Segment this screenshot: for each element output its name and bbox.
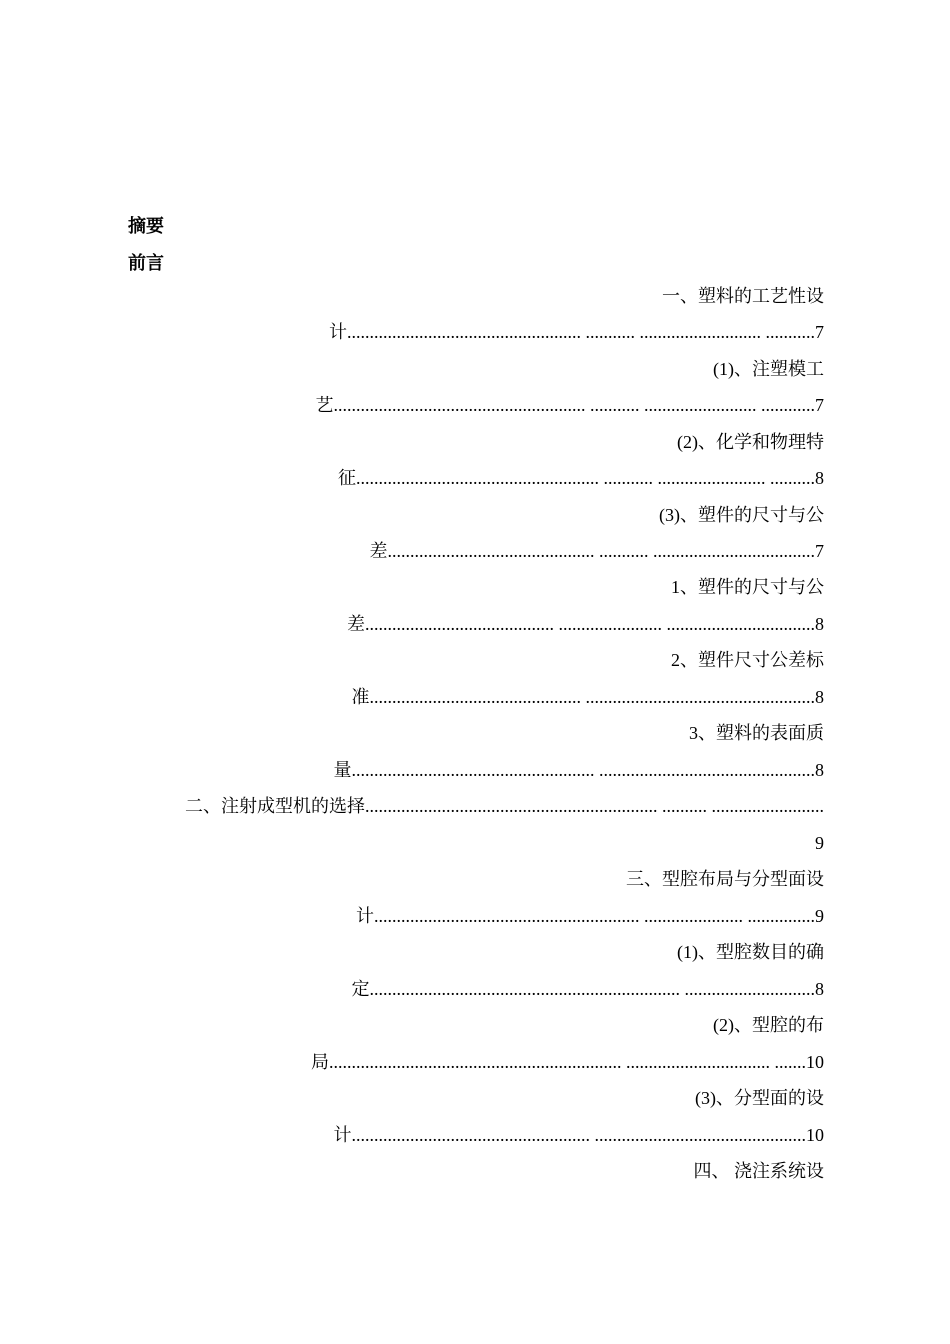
toc-entry-leader: 定..................................................................... .............................8	[351, 979, 824, 999]
toc-entry-leader: 计.................................................... ........... ........................... ...........7	[329, 322, 824, 342]
toc-entry-title: (2)、型腔的布	[713, 1015, 824, 1035]
toc-entry-title: 一、塑料的工艺性设	[662, 286, 824, 306]
toc-entry-title: 二、注射成型机的选择................................................................. .......... .........................	[185, 796, 824, 816]
toc-entry-title: (3)、分型面的设	[695, 1088, 824, 1108]
toc-entry-title: (1)、注塑模工	[713, 359, 824, 379]
toc-entry-leader: 计........................................................... ...................... ...............9	[356, 906, 824, 926]
toc-entry-leader: 计..................................................... ...............................................10	[333, 1125, 824, 1145]
toc-entry-title: 2、塑件尺寸公差标	[671, 650, 824, 670]
toc-entry-title: (2)、化学和物理特	[677, 432, 824, 452]
toc-entry-title: (1)、型腔数目的确	[677, 942, 824, 962]
toc-entry-leader: 差.............................................. ........... ....................................7	[369, 541, 824, 561]
toc-entry-title: 四、 浇注系统设	[693, 1161, 824, 1181]
toc-entry-page: 9	[815, 833, 824, 853]
toc-entry-title: (3)、塑件的尺寸与公	[659, 505, 824, 525]
toc-entry-leader: 艺........................................................ ........... ......................... ............7	[315, 395, 824, 415]
toc-entry-leader: 征...................................................... ........... ........................ ..........8	[338, 468, 824, 488]
toc-entry-leader: 差.......................................... ....................... .................................8	[347, 614, 824, 634]
toc-entry-leader: 准............................................... ...................................................8	[351, 687, 824, 707]
toc-entry-leader: 局................................................................. ................................ .......10	[311, 1052, 824, 1072]
abstract-heading: 摘要	[128, 216, 164, 236]
toc-entry-title: 3、塑料的表面质	[689, 723, 824, 743]
toc-entry-leader: 量...................................................... ................................................8	[333, 760, 824, 780]
preface-heading: 前言	[128, 253, 164, 273]
toc-entry-title: 三、型腔布局与分型面设	[626, 869, 824, 889]
toc-entry-title: 1、塑件的尺寸与公	[671, 577, 824, 597]
